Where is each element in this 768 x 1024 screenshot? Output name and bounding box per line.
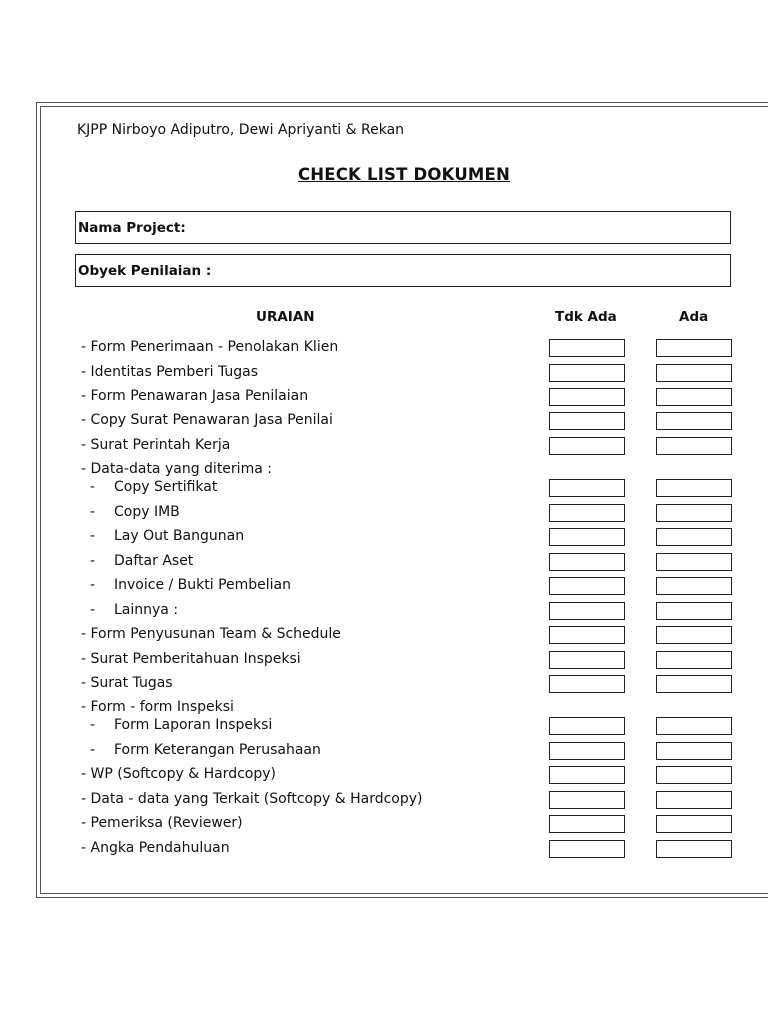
ada-checkbox[interactable] — [656, 577, 732, 595]
checklist-item-text: - Form Penerimaan - Penolakan Klien — [81, 339, 339, 355]
sub-item-dash: - — [90, 577, 96, 593]
checklist-item-text: - Data-data yang diterima : — [81, 461, 272, 477]
tdk-ada-checkbox[interactable] — [549, 412, 625, 430]
ada-checkbox[interactable] — [656, 528, 732, 546]
ada-checkbox[interactable] — [656, 412, 732, 430]
tdk-ada-checkbox[interactable] — [549, 766, 625, 784]
tdk-ada-checkbox[interactable] — [549, 626, 625, 644]
sub-item-dash: - — [90, 602, 96, 618]
tdk-ada-checkbox[interactable] — [549, 388, 625, 406]
checklist-item-label — [81, 765, 276, 783]
object-field[interactable] — [75, 254, 731, 287]
tdk-ada-checkbox[interactable] — [549, 717, 625, 735]
ada-checkbox[interactable] — [656, 437, 732, 455]
checklist-item-text: - Angka Pendahuluan — [81, 840, 230, 856]
tdk-ada-checkbox[interactable] — [549, 675, 625, 693]
checklist-item-label — [81, 674, 173, 692]
checklist-item-text: Form Keterangan Perusahaan — [114, 742, 321, 758]
checklist-item-label — [90, 741, 321, 759]
checklist-item-text: Lainnya : — [114, 602, 179, 618]
checklist-item-text: - Form - form Inspeksi — [81, 699, 234, 715]
ada-checkbox[interactable] — [656, 364, 732, 382]
sub-item-dash: - — [90, 504, 96, 520]
ada-checkbox[interactable] — [656, 504, 732, 522]
object-label: Obyek Penilaian : — [78, 263, 212, 279]
sub-item-dash: - — [90, 528, 96, 544]
checklist-item-label — [81, 363, 258, 381]
ada-checkbox[interactable] — [656, 479, 732, 497]
tdk-ada-checkbox[interactable] — [549, 528, 625, 546]
tdk-ada-checkbox[interactable] — [549, 339, 625, 357]
checklist-item-text: - Surat Perintah Kerja — [81, 437, 231, 453]
company-name: KJPP Nirboyo Adiputro, Dewi Apriyanti & Rekan — [77, 122, 405, 138]
checklist-item-label — [81, 839, 230, 857]
checklist-item-text: Invoice / Bukti Pembelian — [114, 577, 292, 593]
ada-checkbox[interactable] — [656, 766, 732, 784]
column-header-ada: Ada — [679, 309, 709, 325]
tdk-ada-checkbox[interactable] — [549, 791, 625, 809]
checklist-item-text: Form Laporan Inspeksi — [114, 717, 273, 733]
ada-checkbox[interactable] — [656, 553, 732, 571]
ada-checkbox[interactable] — [656, 742, 732, 760]
checklist-item-label — [81, 338, 338, 356]
ada-checkbox[interactable] — [656, 675, 732, 693]
tdk-ada-checkbox[interactable] — [549, 815, 625, 833]
checklist-item-label — [90, 552, 193, 570]
tdk-ada-checkbox[interactable] — [549, 364, 625, 382]
checklist-item-label — [90, 601, 178, 619]
tdk-ada-checkbox[interactable] — [549, 479, 625, 497]
project-name-label: Nama Project: — [78, 220, 186, 236]
tdk-ada-checkbox[interactable] — [549, 602, 625, 620]
ada-checkbox[interactable] — [656, 651, 732, 669]
ada-checkbox[interactable] — [656, 791, 732, 809]
checklist-item-text: - Data - data yang Terkait (Softcopy & Hardcopy) — [81, 791, 423, 807]
sub-item-dash: - — [90, 717, 96, 733]
checklist-item-text: - Form Penawaran Jasa Penilaian — [81, 388, 309, 404]
checklist-item-text: - Surat Tugas — [81, 675, 173, 691]
tdk-ada-checkbox[interactable] — [549, 553, 625, 571]
tdk-ada-checkbox[interactable] — [549, 504, 625, 522]
checklist-item-text: Lay Out Bangunan — [114, 528, 245, 544]
tdk-ada-checkbox[interactable] — [549, 651, 625, 669]
checklist-item-label — [81, 387, 308, 405]
column-header-tdk-ada: Tdk Ada — [555, 309, 617, 325]
checklist-item-label — [90, 478, 217, 496]
checklist-item-text: Daftar Aset — [114, 553, 194, 569]
checklist-item-text: - WP (Softcopy & Hardcopy) — [81, 766, 276, 782]
tdk-ada-checkbox[interactable] — [549, 840, 625, 858]
checklist-item-label — [90, 576, 291, 594]
sub-item-dash: - — [90, 479, 96, 495]
checklist-item-label — [81, 436, 230, 454]
checklist-item-text: - Surat Pemberitahuan Inspeksi — [81, 651, 301, 667]
checklist-item-label — [81, 814, 243, 832]
checklist-item-label — [81, 650, 301, 668]
tdk-ada-checkbox[interactable] — [549, 577, 625, 595]
checklist-item-text: Copy IMB — [114, 504, 180, 520]
checklist-item-label — [81, 460, 272, 478]
checklist-item-text: - Identitas Pemberi Tugas — [81, 364, 259, 380]
ada-checkbox[interactable] — [656, 388, 732, 406]
tdk-ada-checkbox[interactable] — [549, 437, 625, 455]
sub-item-dash: - — [90, 553, 96, 569]
checklist-item-label — [90, 503, 180, 521]
ada-checkbox[interactable] — [656, 840, 732, 858]
ada-checkbox[interactable] — [656, 717, 732, 735]
checklist-item-label — [81, 625, 341, 643]
ada-checkbox[interactable] — [656, 815, 732, 833]
checklist-item-text: - Form Penyusunan Team & Schedule — [81, 626, 341, 642]
tdk-ada-checkbox[interactable] — [549, 742, 625, 760]
sub-item-dash: - — [90, 742, 96, 758]
checklist-item-label — [81, 790, 423, 808]
checklist-item-label — [90, 716, 272, 734]
document-title: CHECK LIST DOKUMEN — [297, 165, 511, 184]
ada-checkbox[interactable] — [656, 339, 732, 357]
checklist-item-label — [81, 411, 333, 429]
column-header-uraian: URAIAN — [256, 309, 315, 325]
checklist-item-label — [90, 527, 244, 545]
checklist-item-label — [81, 698, 234, 716]
ada-checkbox[interactable] — [656, 602, 732, 620]
checklist-item-text: Copy Sertifikat — [114, 479, 218, 495]
project-name-field[interactable] — [75, 211, 731, 244]
ada-checkbox[interactable] — [656, 626, 732, 644]
checklist-item-text: - Pemeriksa (Reviewer) — [81, 815, 243, 831]
checklist-item-text: - Copy Surat Penawaran Jasa Penilai — [81, 412, 333, 428]
